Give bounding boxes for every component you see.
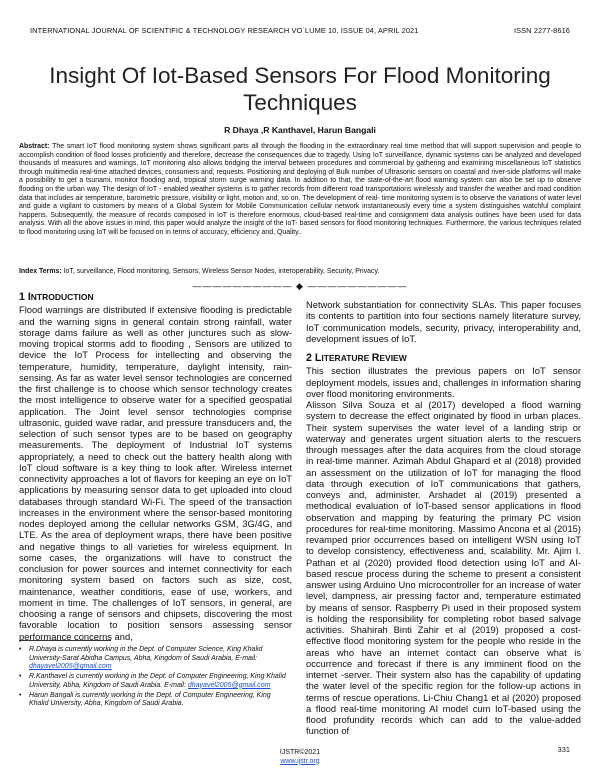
- abstract-label: Abstract:: [19, 143, 50, 150]
- journal-header: INTERNATIONAL JOURNAL OF SCIENTIFIC & TECHNOLOGY RESEARCH VO`LUME 10, ISSUE 04, APRIL 2021: [30, 26, 419, 35]
- footer-org: IJSTR©2021: [279, 749, 321, 756]
- footnote-item: [29, 646, 291, 672]
- email-link[interactable]: dhayavel2005@gmail.com: [187, 681, 271, 689]
- index-terms-text: IoT, surveillance, Flood monitoring, Sensors, Wireless Sensor Nodes, interoperability, Security, Privacy.: [61, 268, 380, 275]
- paper-title: Insight Of Iot-Based Sensors For Flood Monitoring Techniques: [49, 63, 551, 115]
- index-terms: [19, 268, 581, 275]
- footnote-text: R.Kanthavel is currently working in the Dept. of Computer Engineering, King Khalid University, Abha, Kingdom of Saudi Arabia. E-mail:: [29, 673, 286, 689]
- section-number: 2: [306, 352, 315, 364]
- author-footnotes: [19, 646, 291, 710]
- section-divider: —————————— ◆ ——————————: [192, 281, 408, 291]
- index-terms-label: Index Terms:: [19, 268, 62, 275]
- introduction-continued: Network substantiation for connectivity SLAs. This paper focuses its contents to partition into four sections namely literature survey, IoT communication models, security, privacy, interoperability and, development issues of IoT.: [306, 300, 581, 344]
- footnote-text: Harun Bangali is currently working in the Dept. of Computer Engineering, King Khalid University, Abha, Kingdom of Saudi Arabia.: [29, 691, 271, 707]
- footnote-item: [29, 692, 291, 709]
- author-list: R Dhaya ,R Kanthavel, Harun Bangali: [224, 125, 376, 135]
- section-heading-introduction: [19, 292, 292, 303]
- footer-url[interactable]: www.ijstr.org: [280, 757, 320, 765]
- page-footer: [0, 749, 600, 766]
- heading-initial-2: R: [371, 352, 380, 364]
- footnote-item: [29, 673, 291, 690]
- heading-initial: L: [314, 352, 322, 364]
- email-link[interactable]: dhayavel2005@gmail.com: [29, 663, 112, 670]
- right-column: [306, 300, 581, 738]
- section-heading-literature-review: [306, 353, 581, 364]
- abstract-text: The smart IoT flood monitoring system shows significant parts all through the flooding in the extraordinary real time method that will support supervision and people to accomplish condition of flood losses proficiently and therefore, decrease the consequences due to tragedy. Using IoT surveillance, dynamic systems can be analyzed and developed thousands of measures and warnings. IoT monitoring also allows bridging the interval between procedures and commercial by gathering and examining miscellaneous IoT statistics through multimedia real-time attached devices, consumers and, requests. Positioning and deploying of Bulk number of Ultrasonic sensors on coastal and river-side platforms will make a possibility to get a tsunami, monitor flooding and, tropical storm surge warning data. In addition to that, the state-of-the-art flood warning system can also be set up to observe flooding on the urban way. The design of IoT - enabled weather systems is to gather records from different road transportations wirelessly and transfer the weather and road condition data that includes air temperature, barometric pressure, visibility or light, motion and, so on. The development of real- time monitoring system is to observe the variations of water level and guide a vigilant to customers by means of a Global System for Mobile Communication cellular network instantaneously every time a system distinguishes watchful complaint happens. Subsequently, the measure of records composed in IoT is therefore enormous, cloud-based real-time and consignment data analysis outlines have been used for data analysis. With all the above issues in mind, this paper would analyze the insight of the IoT- based sensors for flood monitoring techniques. Furthermore, the various techniques related to flood monitoring using IoT will be focused on in terms of accuracy, efficiency and, Quality..: [19, 143, 581, 236]
- introduction-text: Flood warnings are distributed if extensive flooding is predictable and the warning signs in general contain strong rainfall, water storage dams failure as well as other junctures such as slow-moving tropical storms add to flooding , Sensors are utilized to device the IoT Process for intellecting and observing the temperature, humidity, temperature, daylight intensity, rain- sensing. As far as water level sensor technologies are concerned the first challenge is to choose which sensor technology creates the most intelligence to observe water for a specified geospatial application. The Joint level sensor technologies comprise ultrasonic, guided wave radar, and pressure transducers and, the selection of such sensor types are to be based on geography measurements. The deployment of Industrial IoT systems appropriately, a need to check out the battery health along with IoT cloud software is a key thing to look after. Wireless internet connectivity approaches a lot of flavors for keeping an eye on IoT applications by measuring sensor data to get uploaded into cloud databases through standard Wi-Fi. The speed of the transaction increases in the environment where the sensor-based monitoring nodes deployed among the cellular networks GSM, 3G/4G, and LTE. As the area of deployment wraps, there have been positive and negative things to all varieties for wireless equipment. In some cases, the organizations will have to construct the conclusion for power sources and internet connectivity for each monitoring system based on factors such as size, cost, maintenance, weather conditions, ease of use, workers, and moment in time. The challenges of IoT sensors, in general, are choosing a range of sensors and chipsets, discovering the most favorable location to position sensors assessing sensor performance concerns and,: [19, 305, 292, 642]
- left-column: [19, 292, 292, 643]
- heading-rest: NTRODUCTION: [30, 292, 94, 302]
- footnote-rule: [19, 640, 111, 641]
- abstract: [19, 143, 581, 238]
- heading-rest: EVIEW: [379, 353, 407, 363]
- page-number: 331: [557, 745, 570, 754]
- running-header: [30, 26, 570, 35]
- heading-initial: I: [27, 291, 31, 303]
- literature-review-text: This section illustrates the previous papers on IoT sensor deployment models, issues and, challenges in information sharing over flood monitoring environments. Alisson Silva Souza et al (2017) developed a flood warning system to decrease the effect originated by flood in urban places. Their system supervises the water level of a landing strip or waterway and generates urgent situation alerts to the rescuers through messages after the data acquires from the cloud storage in real-time manner. Azimah Abdul Ghapard et al (2018) provided an assessment on the utilization of IoT for managing the flood data through execution of IoT communications that gathers, conveys and, administer. Arshadet al (2019) presented a methodical evaluation of IoT-based sensor applications in flood observation and mapping by featuring the primary PC vision procedures for real-time monitoring. Massimo Ancona et al (2015) revamped prior occurrences based on intelligent WSN using IoT to develop consistency, effectiveness and, scalability. Mr. Ajim I. Pathan et al (2020) provided flood detection using IoT and AI-based rescue process during the scheme to present a consistent answer using Arduino Uno microcontroller for an increase of water level, dampness, air pressing factor and, temperature estimated by means of sensor. Raspberry Pi used in their proposed system is holding the responsibility for completing robot based salvage activities. Shahirah Binti Zahir et al (2019) proposed a cost-effective flood monitoring system for the people who reside in the areas who have an internet contact can observe what is occurrence and forecast if there is any imminent flood on the internet -server. Their system also has the capability of updating the water level of the specific region for the follow-up actions in terms of rescue operations. Li-Chiu Chang1 et al (2020) proposed a flood real-time monitoring AI model cum IoT-based using the flood profundity records which can add to the value-added function of: [306, 366, 581, 737]
- section-number: 1: [19, 291, 28, 303]
- heading-mid: ITERATURE: [321, 353, 372, 363]
- issn: ISSN 2277-8616: [513, 26, 570, 35]
- footnote-text: R.Dhaya is currently working in the Dept. of Computer Science, King Khalid University-Sarat Abidha Campus, Abha, Kingdom of Saudi Arabia, E-mail:: [29, 646, 263, 662]
